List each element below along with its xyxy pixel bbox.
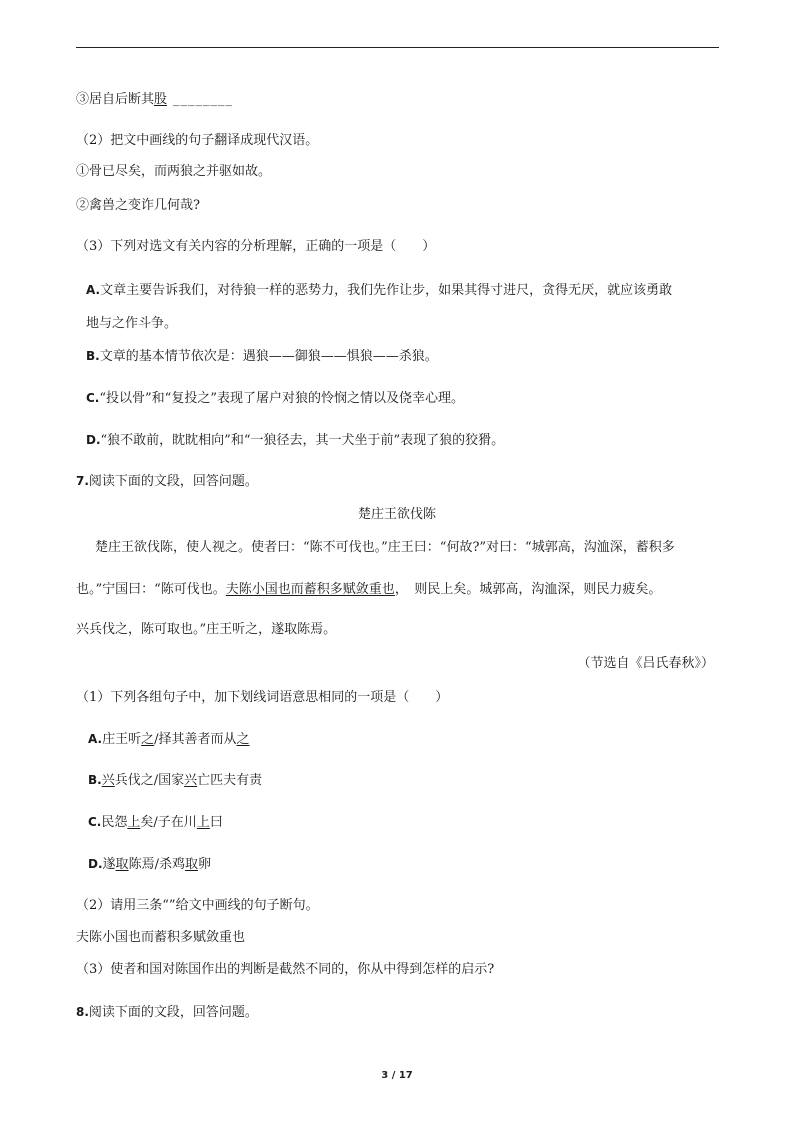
q7-option-c: C.民怨上矣/子在川上曰 [88, 815, 223, 830]
q6-sub2: （2）把文中画线的句子翻译成现代汉语。 [76, 133, 319, 148]
q6-option-d: D.“狼不敢前，眈眈相向”和“一狼径去，其一犬坐于前”表现了狼的狡猾。 [86, 433, 505, 448]
passage-source: （节选自《吕氏春秋》） [577, 656, 714, 671]
q7-option-d: D.遂取陈焉/杀鸡取卵 [88, 857, 211, 872]
passage-line-1: 楚庄王欲伐陈，使人视之。使者曰：“陈不可伐也。”庄王曰：“何故?”对曰：“城郭高，沟洫深，蓄积多 [95, 540, 675, 555]
q8-heading: 8.阅读下面的文段，回答问题。 [76, 1005, 258, 1020]
page-number: 3 / 17 [381, 1070, 413, 1081]
header-rule [76, 47, 719, 48]
q6-sub2-item2: ②禽兽之变诈几何哉? [76, 198, 200, 213]
answer-blank: ________ [173, 92, 234, 107]
q7-option-b: B.兴兵伐之/国家兴亡匹夫有责 [88, 773, 263, 788]
q6-option-b: B.文章的基本情节依次是：遇狼——御狼——惧狼——杀狼。 [86, 349, 438, 364]
q6-option-a-cont: 地与之作斗争。 [86, 316, 178, 331]
q6-item3: ③居自后断其股 ________ [76, 92, 234, 107]
q7-sub3: （3）使者和国对陈国作出的判断是截然不同的，你从中得到怎样的启示? [76, 962, 495, 977]
q6-sub2-item1: ①骨已尽矣，而两狼之并驱如故。 [76, 164, 272, 179]
q7-sub2-sentence: 夫陈小国也而蓄积多赋敛重也 [76, 930, 246, 945]
q7-sub2: （2）请用三条“”给文中画线的句子断句。 [76, 898, 319, 913]
q7-sub1: （1）下列各组句子中，加下划线词语意思相同的一项是（ ） [76, 690, 449, 705]
passage-line-2: 也。”宁国曰：“陈可伐也。夫陈小国也而蓄积多赋敛重也， 则民上矣。城郭高，沟洫深，则民力疲矣。 [76, 582, 662, 597]
passage-title: 楚庄王欲伐陈 [357, 507, 436, 522]
underlined-word: 股 [154, 92, 168, 107]
underlined-sentence: 夫陈小国也而蓄积多赋敛重也 [225, 582, 395, 597]
q6-option-c: C.“投以骨”和“复投之”表现了屠户对狼的怜悯之情以及侥幸心理。 [86, 391, 464, 406]
q7-option-a: A.庄王听之/择其善者而从之 [88, 732, 250, 747]
q6-sub3: （3）下列对选文有关内容的分析理解，正确的一项是（ ） [76, 239, 436, 254]
q7-heading: 7.阅读下面的文段，回答问题。 [76, 474, 258, 489]
passage-line-3: 兴兵伐之，陈可取也。”庄王听之，遂取陈焉。 [76, 622, 337, 637]
q6-option-a: A.文章主要告诉我们，对待狼一样的恶势力，我们先作让步，如果其得寸进尺，贪得无厌，就应该勇敢 [86, 283, 673, 298]
